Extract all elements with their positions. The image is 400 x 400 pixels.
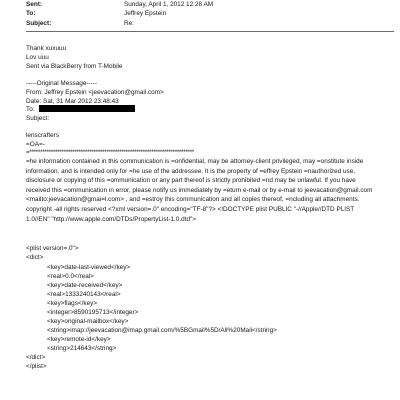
plist-item: <string>imap://jeevacation@imap.gmail.com/%5BGmail%5D/All%20Mail</string> bbox=[47, 327, 277, 334]
dict-open: <dict> bbox=[26, 254, 44, 261]
original-from: From: Jeffrey Epstein <jeevacation@gmail.com> bbox=[26, 89, 164, 96]
subject-row bbox=[26, 19, 396, 28]
reply-line-1: Thank xuxuuu bbox=[26, 45, 67, 52]
original-message-divider: -----Original Message----- bbox=[26, 80, 98, 87]
original-to-label: To: bbox=[26, 106, 35, 113]
plist-item: <key>date-received</key> bbox=[47, 282, 123, 289]
sent-label: Sent: bbox=[26, 1, 42, 8]
redaction-bar bbox=[39, 105, 135, 112]
email-header bbox=[26, 0, 396, 28]
plist-item: <real>0.0</real> bbox=[47, 273, 94, 280]
plist-item: <key>remote-id</key> bbox=[47, 336, 111, 343]
sent-value: Sunday, April 1, 2012 12:28 AM bbox=[124, 1, 214, 8]
sent-row bbox=[26, 0, 396, 9]
body-line-1: lenscrafters bbox=[26, 132, 60, 139]
plist-close: </plist> bbox=[26, 363, 47, 370]
asterisk-divider: =***************************************************************************** bbox=[26, 149, 194, 156]
plist-item: <string>214643</string> bbox=[47, 345, 117, 352]
plist-item: <key>flags</key> bbox=[47, 300, 98, 307]
reply-line-2: Lov uuu bbox=[26, 54, 49, 61]
plist-item: <real>1333240143</real> bbox=[47, 291, 121, 298]
original-subject: Subject: bbox=[26, 115, 50, 122]
header-divider bbox=[26, 31, 394, 32]
original-date: Date: Sat, 31 Mar 2012 23:48:43 bbox=[26, 98, 119, 105]
subject-label: Subject: bbox=[26, 19, 52, 27]
to-label: To: bbox=[26, 10, 36, 18]
to-value: Jeffrey Epstein bbox=[124, 10, 167, 18]
disclaimer-text: =he information contained in this communication is =onfidential, may be attorney-client privileged, may =onstitute inside information, and is intended only for =he use of the addressee. It is the property of =effrey Epstein =nauthorized use, disclosure or copying of this =ommunication or any part thereof is strictly prohibited =nd may be unlawful. If you have received this =ommunication in error, please notify us immediately by =eturn e-mail or by e-mail to jeevacation@gmail.com <mailto:jeevacation@gmai=l.com> , and =estroy this communication and all copies thereof, =ncluding all attachments. copyright -all rights reserved <?xml version=.0" encoding="TF-8"?> <!DOCTYPE plist PUBLIC "-//Apple//DTD PLIST 1.0//EN" "http://www.apple.com/DTDs/PropertyList-1.0.dtd"> bbox=[26, 158, 373, 223]
dict-close: </dict> bbox=[26, 354, 46, 361]
plist-item: <key>original-mailbox</key> bbox=[47, 318, 129, 325]
to-row bbox=[26, 9, 396, 18]
plist-item: <integer>8590195713</integer> bbox=[47, 309, 139, 316]
plist-item: <key>date-last-viewed</key> bbox=[47, 264, 131, 271]
body-line-2: =OA=- bbox=[26, 141, 45, 148]
reply-signature: Sent via BlackBerry from T-Mobile bbox=[26, 63, 123, 70]
subject-value: Re: bbox=[124, 19, 134, 27]
plist-open: <plist version=.0"> bbox=[26, 245, 79, 252]
